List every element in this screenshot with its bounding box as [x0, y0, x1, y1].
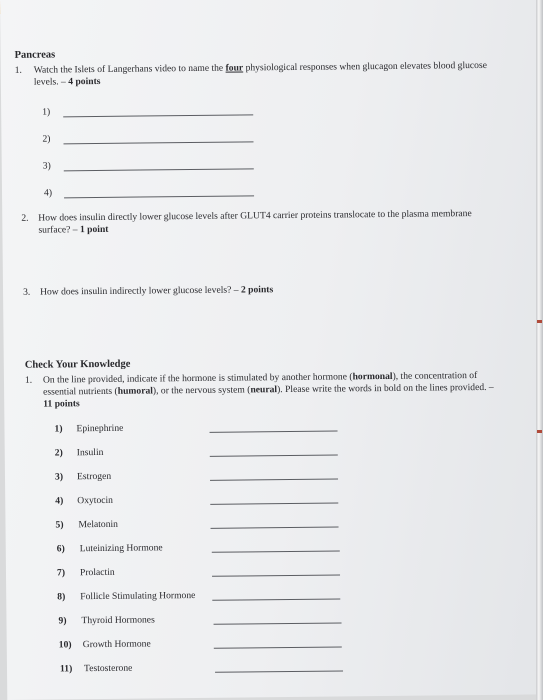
ck-q1-points: 11 points [43, 398, 80, 410]
hormone-name: Prolactin [79, 566, 115, 579]
hormone-name: Melatonin [78, 518, 118, 531]
section-heading-check-your-knowledge: Check Your Knowledge [24, 358, 131, 371]
hormone-answer-line[interactable] [214, 622, 342, 624]
hormone-answer-line[interactable] [211, 526, 339, 528]
q2-points: 1 point [79, 223, 109, 236]
page-edge [536, 0, 543, 700]
hormone-name: Insulin [76, 446, 104, 459]
hormone-number: 3) [54, 471, 64, 483]
q1-points: 4 points [68, 75, 101, 88]
hormone-answer-line[interactable] [210, 478, 338, 480]
hormone-name: Oxytocin [77, 494, 114, 507]
hormone-name: Thyroid Hormones [81, 614, 155, 627]
hormone-answer-line[interactable] [210, 430, 338, 432]
q1-emphasis: four [225, 62, 244, 74]
q3-points: 2 points [240, 284, 274, 296]
ck-q1-text-line1: On the line provided, indicate if the hormone is stimulated by another hormone (hormonal), the concentration of [42, 370, 478, 386]
hormone-name: Follicle Stimulating Hormone [80, 589, 196, 603]
hormone-answer-line[interactable] [210, 454, 338, 456]
hormone-answer-line[interactable] [214, 646, 342, 648]
hormone-name: Epinephrine [76, 422, 124, 435]
edge-mark [537, 430, 542, 433]
q2-number: 2. [21, 212, 29, 224]
q3-text: How does insulin indirectly lower glucose levels? – 2 points [40, 284, 274, 298]
hormone-number: 9) [58, 615, 67, 627]
hormone-answer-line[interactable] [210, 502, 338, 504]
q3-number: 3. [23, 286, 31, 298]
q1-answer-label-3: 3) [42, 160, 51, 172]
hormone-number: 2) [54, 447, 63, 459]
hormone-number: 11) [59, 663, 73, 675]
section-heading-pancreas: Pancreas [14, 49, 56, 61]
q1-answer-label-4: 4) [43, 187, 53, 199]
hormone-answer-line[interactable] [212, 550, 340, 552]
q1-number: 1. [14, 64, 22, 76]
hormone-number: 7) [56, 567, 66, 579]
hormone-name: Luteinizing Hormone [79, 542, 163, 555]
q1-answer-label-1: 1) [42, 106, 51, 118]
q1-answer-line-1[interactable] [63, 114, 253, 117]
hormone-name: Estrogen [76, 470, 112, 483]
hormone-number: 1) [54, 423, 63, 435]
q1-answer-line-3[interactable] [64, 168, 254, 171]
hormone-name: Testosterone [83, 662, 133, 675]
hormone-answer-line[interactable] [212, 598, 340, 600]
q1-answer-label-2: 2) [42, 133, 51, 145]
hormone-number: 5) [55, 519, 64, 531]
q1-text-line2: levels. – 4 points [33, 75, 101, 88]
hormone-answer-line[interactable] [212, 574, 340, 576]
hormone-name: Growth Hormone [82, 638, 151, 651]
hormone-number: 8) [57, 591, 66, 603]
hormone-number: 10) [58, 639, 72, 651]
q1-text: Watch the Islets of Langerhans video to name the four physiological responses when glucagon elevates blood glucose [33, 59, 488, 76]
edge-mark [537, 320, 542, 323]
ck-q1-text-line2: essential nutrients (humoral), or the nervous system (neural). Please write the words in bold on the lines provided. – [43, 381, 494, 398]
hormone-number: 4) [55, 495, 64, 507]
hormone-number: 6) [56, 543, 65, 555]
hormone-answer-line[interactable] [215, 670, 343, 672]
q2-text: How does insulin directly lower glucose levels after GLUT4 carrier proteins translocate to the plasma membrane [38, 208, 472, 224]
q1-answer-line-2[interactable] [64, 141, 254, 144]
q1-answer-line-4[interactable] [64, 195, 254, 198]
q2-text-line2: surface? – 1 point [38, 223, 109, 236]
ck-q1-number: 1. [24, 374, 33, 386]
